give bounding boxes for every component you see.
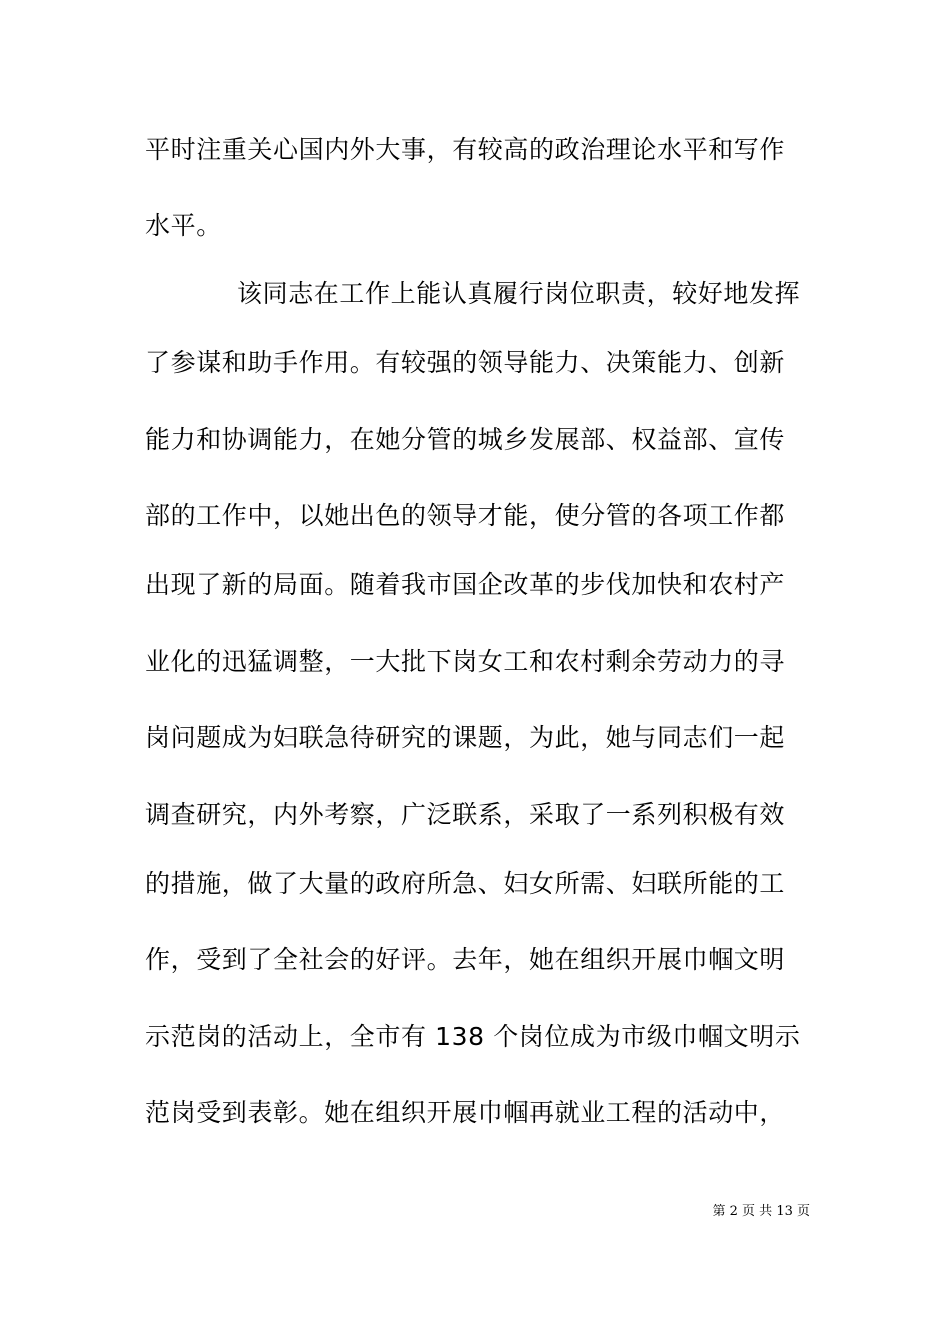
- text-line: 水平。: [145, 211, 222, 240]
- page-number: 第 2 页 共 13 页: [712, 1204, 810, 1219]
- text-line: 的措施，做了大量的政府所急、妇女所需、妇联所能的工: [145, 869, 786, 898]
- text-line: 业化的迅猛调整，一大批下岗女工和农村剩余劳动力的寻: [145, 647, 786, 676]
- text-line: 示范岗的活动上，全市有 138 个岗位成为市级巾帼文明示: [145, 1022, 801, 1051]
- text-line: 作，受到了全社会的好评。去年，她在组织开展巾帼文明: [145, 945, 786, 974]
- text-line: 能力和协调能力，在她分管的城乡发展部、权益部、宣传: [145, 425, 786, 454]
- text-line: 岗问题成为妇联急待研究的课题，为此，她与同志们一起: [145, 723, 786, 752]
- text-line: 了参谋和助手作用。有较强的领导能力、决策能力、创新: [145, 348, 786, 377]
- text-line: 出现了新的局面。随着我市国企改革的步伐加快和农村产: [145, 570, 786, 599]
- text-line: 范岗受到表彰。她在组织开展巾帼再就业工程的活动中，: [145, 1098, 786, 1127]
- text-line: 平时注重关心国内外大事，有较高的政治理论水平和写作: [145, 135, 786, 164]
- text-line: 该同志在工作上能认真履行岗位职责，较好地发挥: [237, 279, 801, 308]
- text-line: 部的工作中，以她出色的领导才能，使分管的各项工作都: [145, 501, 786, 530]
- text-line: 调查研究，内外考察，广泛联系，采取了一系列积极有效: [145, 800, 786, 829]
